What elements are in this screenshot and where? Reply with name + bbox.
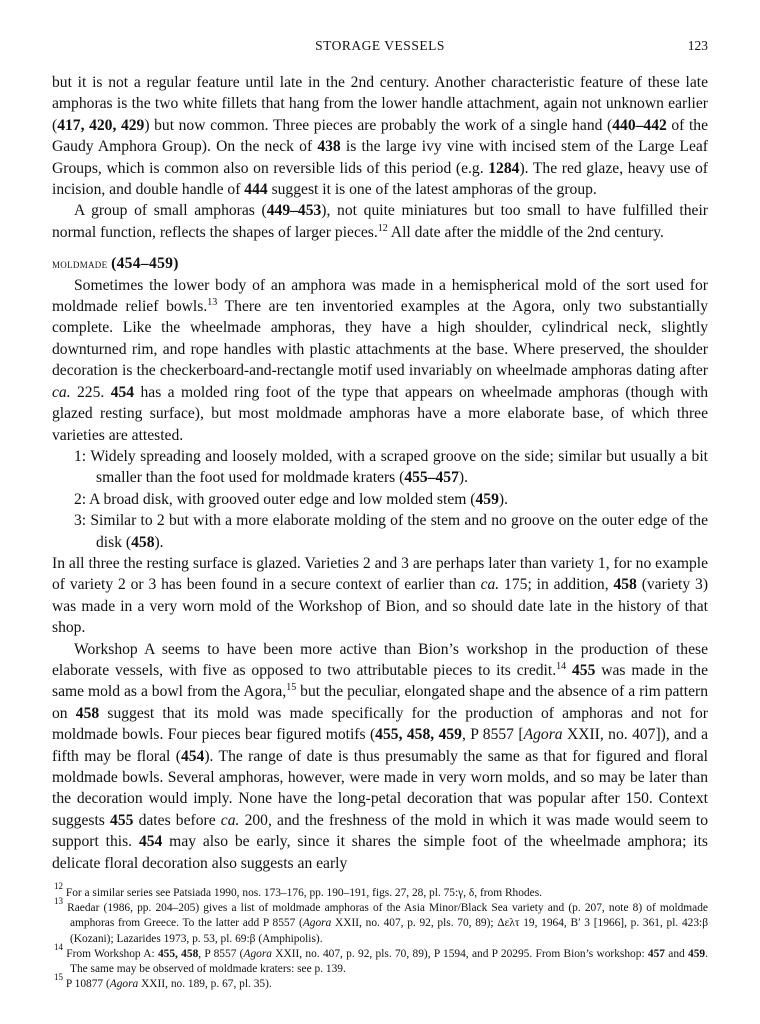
text-run: 3: Similar to 2 but with a more elaborate molding of the stem and no groove on the outer edge of the disk (: [74, 512, 708, 551]
catalogue-number: 458: [131, 533, 155, 551]
text-run: suggest it is one of the latest amphoras of the group.: [267, 181, 597, 199]
variety-list: [52, 446, 708, 553]
footnote: [52, 896, 708, 947]
text-run: and: [665, 947, 689, 960]
footnote-number: 12: [54, 881, 63, 892]
italic-text: Agora: [523, 726, 563, 744]
catalogue-number: 438: [317, 138, 341, 156]
main-text: [52, 72, 708, 874]
catalogue-number: 449–453: [266, 202, 322, 220]
footnote-ref: 14: [556, 660, 567, 672]
text-run: ).: [154, 533, 164, 551]
catalogue-number: 455, 458, 459: [375, 726, 462, 744]
footnote-number: 14: [54, 941, 63, 952]
catalogue-number: 455: [571, 661, 596, 679]
text-run: dates before: [133, 811, 221, 829]
text-run: but the peculiar, elongated shape and the absence of a rim pattern on: [52, 683, 709, 722]
text-run: may also be early, since it shares the simple foot of the wheelmade amphora; its delicate floral decoration also suggests an early: [52, 833, 708, 872]
catalogue-number: 440–442: [612, 116, 667, 134]
text-run: For a similar series see Patsiada 1990, nos. 173–176, pp. 190–191, figs. 27, 28, pl. 75:γ, δ, from Rhodes.: [65, 887, 542, 900]
catalogue-number: 455–457: [404, 469, 459, 487]
text-run: Raedar (1986, pp. 204–205) gives a list of moldmade amphoras of the Asia Minor/Black Sea variety and (p. 207, note 8) of moldmade amphoras from Greece. To the latter add P 8557 (: [67, 902, 708, 930]
section-label: moldmade: [52, 256, 108, 272]
text-run: ). The red glaze, heavy use of incision, and double handle of: [52, 159, 708, 199]
footnotes: [52, 881, 708, 992]
italic-text: Agora: [109, 978, 139, 991]
text-run: XXII, no. 407, p. 92, pls. 70, 89); Δελτ 19, 1964, Β′ 3 [1966], p. 361, pl. 423:β (Kozani); Lazarides 1973, p. 53, pl. 69:β (Amphipolis).: [70, 917, 708, 945]
footnote-ref: 13: [207, 296, 218, 308]
text-run: There are ten inventoried examples at the Agora, only two substantially complete. Like the wheelmade amphoras, they have a high shoulder, cylindrical neck, slightly downturned rim, and rope handles with plastic attachments at the base. Where preserved, the shoulder decoration is the checkerboard-and-rectangle motif used invariably on wheelmade amphoras dating after: [52, 298, 709, 380]
text-run: 175; in addition,: [499, 576, 614, 594]
variety-item: [64, 510, 708, 553]
catalogue-number: 457: [647, 947, 665, 960]
text-run: From Workshop A:: [66, 947, 158, 960]
text-run: has a molded ring foot of the type that appears on wheelmade amphoras (though with glazed resting surface), but most moldmade amphoras have a more elaborate base, of which three varieties are attested.: [52, 383, 708, 444]
section-range: (454–459): [111, 255, 179, 273]
catalogue-number: 458: [75, 704, 100, 722]
text-run: A group of small amphoras (: [74, 202, 267, 220]
text-run: All date after the middle of the 2nd century.: [387, 223, 664, 241]
catalogue-number: 1284: [488, 159, 520, 177]
text-run: 200, and the freshness of the mold in which it was made would seem to support this.: [52, 811, 709, 851]
paragraph: [52, 553, 708, 639]
italic-text: ca.: [220, 811, 240, 829]
footnote: [52, 881, 708, 901]
footnote-ref: 15: [286, 682, 297, 694]
catalogue-number: 454: [138, 833, 163, 851]
variety-item: [64, 446, 708, 489]
paragraph: [52, 200, 708, 243]
text-run: but it is not a regular feature until late in the 2nd century. Another characteristic feature of these late amphoras is the two white fillets that hang from the lower handle attachment, again not unknown earlier (: [52, 74, 708, 134]
catalogue-number: 459: [475, 490, 499, 508]
catalogue-number: 455, 458: [157, 947, 199, 960]
text-run: XXII, no. 189, p. 67, pl. 35).: [138, 978, 272, 991]
running-title: STORAGE VESSELS: [315, 38, 445, 53]
text-run: XXII, no. 407, p. 92, pls. 70, 89), P 1594, and P 20295. From Bion’s workshop:: [271, 947, 648, 960]
text-run: P 10877 (: [65, 978, 110, 991]
text-run: suggest that its mold was made specifically for the production of amphoras and not for moldmade bowls. Four pieces bear figured motifs (: [52, 704, 708, 744]
page-number: 123: [687, 38, 708, 53]
text-run: , P 8557 [: [461, 726, 524, 744]
text-run: ).: [498, 490, 508, 508]
catalogue-number: 455: [110, 811, 134, 829]
italic-text: Agora: [302, 917, 332, 930]
text-run: 1: Widely spreading and loosely molded, with a scraped groove on the side; similar but usually a bit smaller than the foot used for moldmade kraters (: [74, 447, 708, 487]
text-run: ). The range of date is thus presumably the same as that for figured and floral moldmade bowls. Several amphoras, however, were made in very worn molds, and so may be later than the decoration would imply. None have the long-petal decoration that was popular after 150. Context suggests: [52, 747, 708, 829]
footnote: [52, 941, 708, 977]
text-run: , P 8557 (: [198, 947, 244, 960]
catalogue-number: 444: [244, 181, 268, 199]
paragraph: [52, 275, 708, 446]
text-run: of the Gaudy Amphora Group). On the neck of: [52, 116, 709, 156]
footnote-number: 13: [54, 896, 63, 907]
document-page: [52, 38, 708, 992]
text-run: Sometimes the lower body of an amphora was made in a hemispherical mold of the sort used for moldmade relief bowls.: [52, 276, 708, 316]
footnote-number: 15: [54, 972, 63, 983]
catalogue-number: 417, 420, 429: [57, 116, 145, 134]
footnote: [52, 972, 708, 992]
text-run: was made in the same mold as a bowl from the Agora,: [52, 661, 708, 701]
catalogue-number: 459: [688, 947, 706, 960]
variety-item: [64, 489, 708, 510]
footnote-ref: 12: [377, 222, 388, 234]
section-heading: [52, 253, 708, 274]
paragraph: [52, 639, 708, 874]
text-run: Workshop A seems to have been more active than Bion’s workshop in the production of these elaborate vessels, with five as opposed to two attributable pieces to its credit.: [52, 640, 708, 679]
running-header: [52, 38, 708, 60]
text-run: ) but now common. Three pieces are probably the work of a single hand (: [144, 116, 613, 134]
catalogue-number: 454: [110, 383, 135, 401]
catalogue-number: 454: [180, 747, 205, 765]
text-run: In all three the resting surface is glazed. Varieties 2 and 3 are perhaps later than variety 1, for no example of variety 2 or 3 has been found in a secure context of earlier than: [52, 554, 708, 594]
text-run: XXII, no. 407]), and a fifth may be floral (: [52, 726, 709, 765]
text-run: . The same may be observed of moldmade kraters: see p. 139.: [70, 947, 708, 976]
catalogue-number: 458: [613, 576, 637, 594]
italic-text: ca.: [480, 576, 500, 594]
italic-text: ca.: [52, 383, 71, 401]
text-run: ).: [458, 469, 468, 487]
text-run: ), not quite miniatures but too small to have fulfilled their normal function, reflects the shapes of larger pieces.: [52, 202, 708, 241]
text-run: is the large ivy vine with incised stem of the Large Leaf Groups, which is common also on reversible lids of this period (e.g.: [52, 138, 708, 177]
italic-text: Agora: [243, 947, 272, 960]
text-run: (variety 3) was made in a very worn mold of the Workshop of Bion, and so should date late in the history of that shop.: [52, 576, 709, 637]
paragraph: [52, 72, 708, 200]
text-run: 225.: [70, 383, 111, 401]
text-run: 2: A broad disk, with grooved outer edge and low molded stem (: [74, 490, 476, 508]
